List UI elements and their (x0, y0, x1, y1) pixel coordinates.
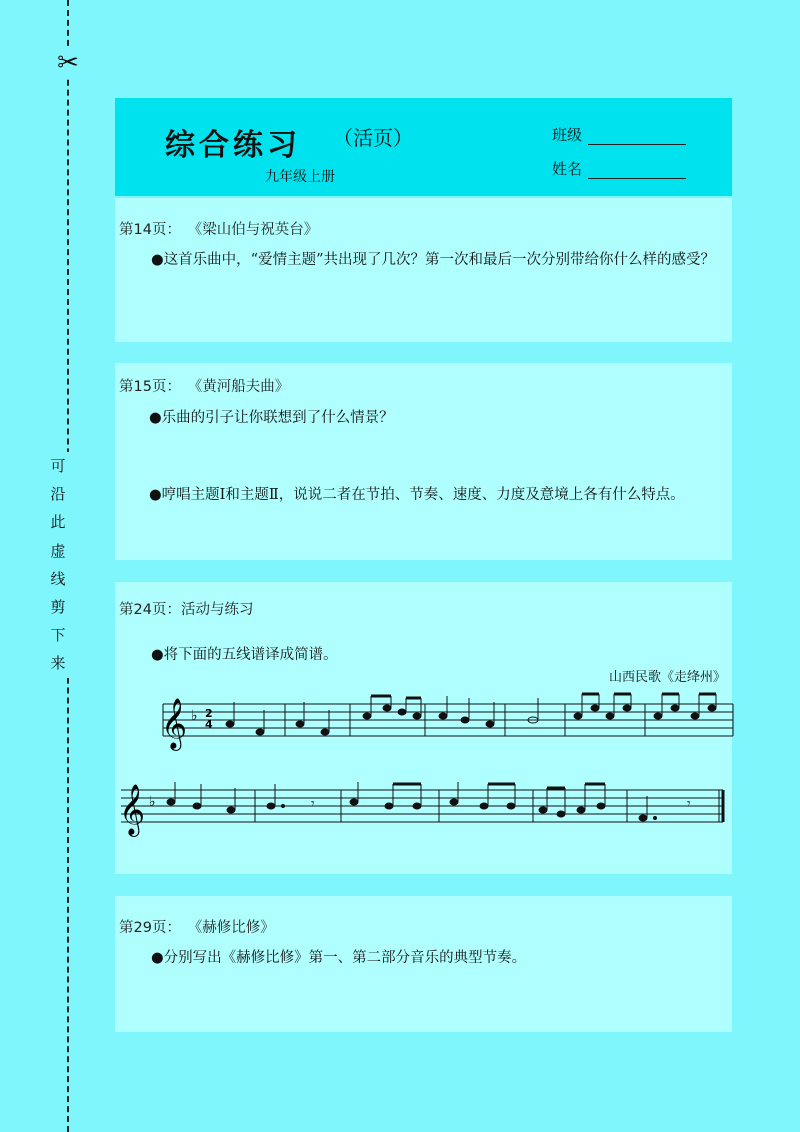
svg-text:𝄾: 𝄾 (687, 796, 691, 812)
class-blank-line[interactable] (588, 128, 686, 145)
svg-text:♭: ♭ (191, 708, 198, 724)
music-staff-2 (119, 778, 731, 838)
question-text: ●哼唱主题Ⅰ和主题Ⅱ，说说二者在节拍、节奏、速度、力度及意境上各有什么特点。 (149, 487, 685, 503)
section-title: 第29页： 《赫修比修》 (119, 920, 275, 936)
music-staff-1 (155, 692, 735, 752)
song-credit: 山西民歌《走绛州》 (608, 670, 726, 685)
scissors-icon: ✂ (53, 48, 83, 78)
svg-text:𝄾: 𝄾 (311, 796, 315, 812)
name-field[interactable] (552, 158, 686, 179)
section-page-14 (115, 198, 732, 342)
section-page-15 (115, 363, 732, 560)
question-text: ●将下面的五线谱译成简谱。 (151, 647, 338, 663)
worksheet-header (115, 98, 732, 196)
cut-instruction-vertical: 可 沿 此 虚 线 剪 下 来 (44, 452, 72, 678)
svg-text:4: 4 (205, 718, 213, 731)
question-text: ●这首乐曲中，“爱情主题”共出现了几次？第一次和最后一次分别带给你什么样的感受？ (151, 252, 715, 268)
svg-text:𝄞: 𝄞 (161, 698, 188, 749)
svg-text:𝄞: 𝄞 (119, 784, 146, 835)
section-title: 第15页： 《黄河船夫曲》 (119, 379, 290, 395)
question-text: ●乐曲的引子让你联想到了什么情景？ (149, 410, 394, 426)
svg-text:♭: ♭ (149, 794, 156, 810)
grade-label: 九年级上册 (265, 169, 335, 185)
section-page-29 (115, 896, 732, 1032)
section-title: 第24页：活动与练习 (119, 602, 254, 618)
section-page-24 (115, 582, 732, 874)
class-label: 班级 (552, 126, 583, 144)
page-title: 综合练习 (165, 128, 301, 163)
name-blank-line[interactable] (588, 162, 686, 179)
section-title: 第14页： 《梁山伯与祝英台》 (119, 222, 319, 238)
svg-text:2: 2 (205, 707, 213, 720)
class-field[interactable] (552, 124, 686, 145)
question-text: ●分别写出《赫修比修》第一、第二部分音乐的典型节奏。 (151, 950, 527, 966)
page-subtitle: （活页） (333, 126, 413, 150)
name-label: 姓名 (552, 160, 583, 178)
